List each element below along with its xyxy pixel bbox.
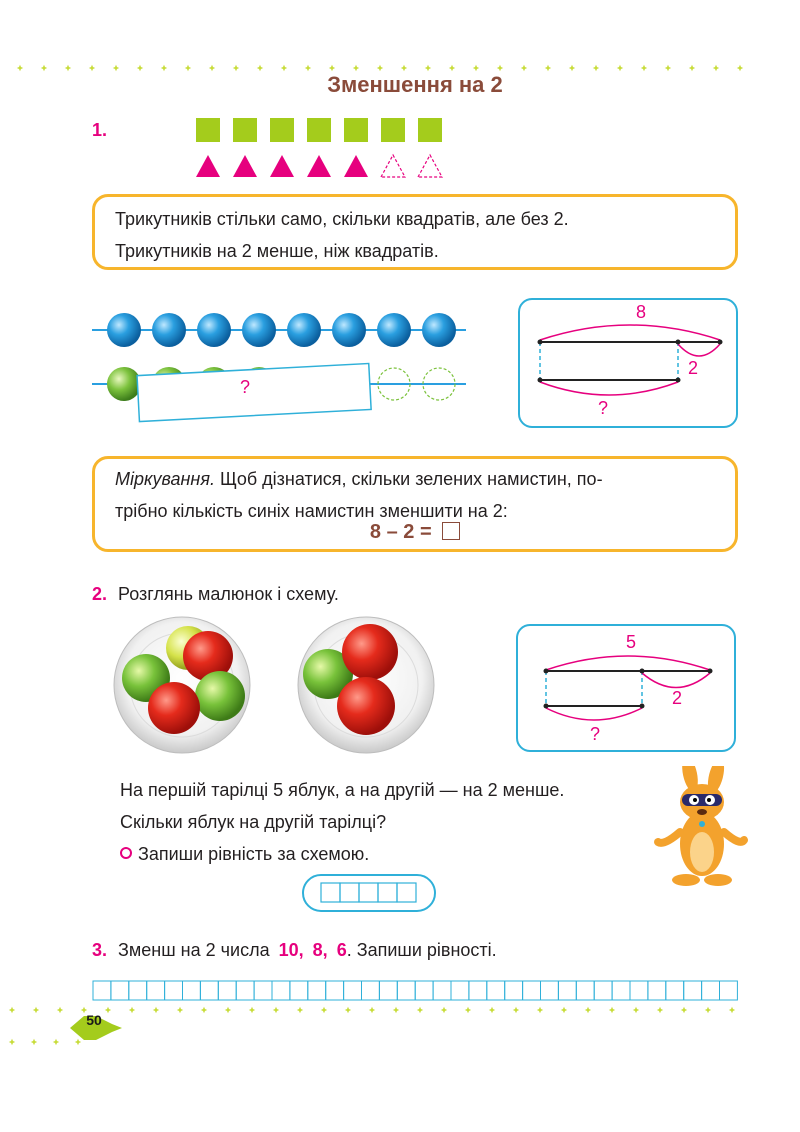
- dot-star: [657, 1007, 663, 1013]
- equation-text: 8 – 2 =: [369, 521, 432, 543]
- dot-star: [9, 1039, 15, 1045]
- dot-star: [353, 65, 359, 71]
- scheme-2-top-label: 5: [626, 632, 637, 652]
- dashed-triangle: [418, 155, 442, 177]
- grid-cell: [594, 981, 612, 1000]
- dot-star: [561, 1007, 567, 1013]
- grid-cell: [576, 981, 594, 1000]
- grid-cell: [129, 981, 147, 1000]
- green-square: [307, 118, 331, 142]
- dot-star: [273, 1007, 279, 1013]
- blue-bead: [377, 313, 411, 347]
- answer-cell: [340, 883, 359, 902]
- dot-star: [681, 1007, 687, 1013]
- reasoning-label: Міркування.: [115, 469, 215, 489]
- dot-star: [425, 65, 431, 71]
- dot-star: [257, 65, 263, 71]
- dot-star: [449, 65, 455, 71]
- green-square: [381, 118, 405, 142]
- pink-triangle: [344, 155, 368, 177]
- statement-line-1: Трикутників стільки само, скільки квадратів, але без 2.: [115, 209, 569, 229]
- statement-line-2: Трикутників на 2 менше, ніж квадратів.: [115, 241, 439, 261]
- dot-star: [369, 1007, 375, 1013]
- task-1-statement-box: [92, 194, 738, 270]
- grid-cell: [415, 981, 433, 1000]
- grid-cell: [469, 981, 487, 1000]
- task-2-bullet-text: Запиши рівність за схемою.: [138, 844, 370, 864]
- grid-cell: [308, 981, 326, 1000]
- dot-star: [41, 65, 47, 71]
- answer-cell: [359, 883, 378, 902]
- bottom-dotted-border: [0, 1002, 800, 1052]
- page-title: Зменшення на 2: [327, 72, 503, 97]
- answer-box[interactable]: [442, 522, 460, 540]
- task-2-heading: Розглянь малюнок і схему.: [118, 584, 339, 604]
- dot-star: [513, 1007, 519, 1013]
- grid-cell: [165, 981, 183, 1000]
- dot-star: [209, 65, 215, 71]
- dot-star: [225, 1007, 231, 1013]
- scheme-2-right-label: 2: [672, 688, 683, 708]
- kangaroo-mascot-icon: [650, 766, 750, 890]
- reasoning-text: Щоб дізнатися, скільки зелених намистин, по-: [219, 469, 603, 489]
- grid-cell: [541, 981, 559, 1000]
- grid-cell: [523, 981, 541, 1000]
- grid-cell: [648, 981, 666, 1000]
- bullet-icon: [120, 847, 132, 859]
- dot-star: [609, 1007, 615, 1013]
- grid-cell: [397, 981, 415, 1000]
- dot-star: [53, 1039, 59, 1045]
- answer-cell: [378, 883, 397, 902]
- task-3-number: 3.: [92, 940, 108, 960]
- dot-star: [689, 65, 695, 71]
- dot-star: [617, 65, 623, 71]
- task-3-text-before: Зменш на 2 числа: [118, 940, 270, 960]
- grid-cell: [236, 981, 254, 1000]
- dot-star: [545, 65, 551, 71]
- task-3-text-after: . Запиши рівності.: [346, 940, 497, 960]
- dot-star: [177, 1007, 183, 1013]
- blue-bead: [332, 313, 366, 347]
- dot-star: [161, 65, 167, 71]
- grid-cell: [272, 981, 290, 1000]
- pink-triangle: [307, 155, 331, 177]
- task-3-number-2: 8,: [312, 940, 328, 960]
- dot-star: [153, 1007, 159, 1013]
- dot-star: [17, 65, 23, 71]
- beads-question-mark: ?: [240, 377, 251, 397]
- task-2-text-line-1: На першій тарілці 5 яблук, а на другій — на 2 менше.: [120, 780, 565, 800]
- green-square: [344, 118, 368, 142]
- dot-star: [185, 65, 191, 71]
- dot-star: [305, 65, 311, 71]
- scheme-1-bottom-label: ?: [598, 398, 609, 418]
- dot-star: [249, 1007, 255, 1013]
- squares-and-triangles: [190, 115, 450, 185]
- dot-star: [377, 65, 383, 71]
- blue-bead: [197, 313, 231, 347]
- grid-cell: [344, 981, 362, 1000]
- scheme-2-bottom-label: ?: [590, 724, 601, 744]
- dot-star: [665, 65, 671, 71]
- dot-star: [393, 1007, 399, 1013]
- dot-star: [537, 1007, 543, 1013]
- dot-star: [473, 65, 479, 71]
- dot-star: [737, 65, 743, 71]
- pink-triangle: [233, 155, 257, 177]
- dot-star: [569, 65, 575, 71]
- grid-cell: [254, 981, 272, 1000]
- blue-bead: [287, 313, 321, 347]
- task-3-number-3: 6: [336, 940, 347, 960]
- dot-star: [521, 65, 527, 71]
- plates-with-apples: [110, 610, 450, 760]
- grid-cell: [558, 981, 576, 1000]
- task-2-answer-cells[interactable]: [320, 882, 418, 904]
- dot-star: [321, 1007, 327, 1013]
- pink-triangle: [270, 155, 294, 177]
- dot-star: [297, 1007, 303, 1013]
- grid-cell: [630, 981, 648, 1000]
- blue-bead: [107, 313, 141, 347]
- reasoning-box: [92, 456, 738, 552]
- grid-cell: [200, 981, 218, 1000]
- page-number: 50: [86, 1012, 102, 1028]
- answer-cell: [321, 883, 340, 902]
- dot-star: [497, 65, 503, 71]
- dot-star: [633, 1007, 639, 1013]
- grid-cell: [183, 981, 201, 1000]
- dot-star: [641, 65, 647, 71]
- dot-star: [57, 1007, 63, 1013]
- grid-cell: [147, 981, 165, 1000]
- grid-cell: [720, 981, 738, 1000]
- grid-cell: [218, 981, 236, 1000]
- green-square: [233, 118, 257, 142]
- green-square: [196, 118, 220, 142]
- dot-star: [33, 1007, 39, 1013]
- grid-cell: [666, 981, 684, 1000]
- grid-cell: [505, 981, 523, 1000]
- grid-cell: [433, 981, 451, 1000]
- dot-star: [31, 1039, 37, 1045]
- green-square: [270, 118, 294, 142]
- grid-cell: [290, 981, 308, 1000]
- dot-star: [713, 65, 719, 71]
- grid-cell: [684, 981, 702, 1000]
- task-2-number: 2.: [92, 584, 108, 604]
- grid-cell: [362, 981, 380, 1000]
- dot-star: [233, 65, 239, 71]
- dashed-triangle: [381, 155, 405, 177]
- dot-star: [201, 1007, 207, 1013]
- dot-star: [401, 65, 407, 71]
- grid-cell: [326, 981, 344, 1000]
- dot-star: [9, 1007, 15, 1013]
- dot-star: [75, 1039, 81, 1045]
- answer-cell: [397, 883, 416, 902]
- dot-star: [137, 65, 143, 71]
- grid-cell: [111, 981, 129, 1000]
- pink-triangle: [196, 155, 220, 177]
- dot-star: [417, 1007, 423, 1013]
- green-bead: [107, 367, 141, 401]
- dot-star: [89, 65, 95, 71]
- dot-star: [129, 1007, 135, 1013]
- task-3-number-1: 10,: [278, 940, 304, 960]
- dot-star: [465, 1007, 471, 1013]
- blue-bead: [422, 313, 456, 347]
- grid-cell: [379, 981, 397, 1000]
- grid-cell: [487, 981, 505, 1000]
- dot-star: [593, 65, 599, 71]
- dot-star: [65, 65, 71, 71]
- task-2-text-line-2: Скільки яблук на другій тарілці?: [120, 812, 387, 832]
- scheme-1-right-label: 2: [688, 358, 699, 378]
- blue-bead: [152, 313, 186, 347]
- grid-cell: [612, 981, 630, 1000]
- green-square: [418, 118, 442, 142]
- dot-star: [489, 1007, 495, 1013]
- grid-cell: [451, 981, 469, 1000]
- task-3-answer-grid[interactable]: [92, 980, 740, 1002]
- dot-star: [585, 1007, 591, 1013]
- dot-star: [281, 65, 287, 71]
- beads-illustration: [88, 300, 478, 430]
- task-1-scheme: [518, 298, 738, 428]
- dot-star: [441, 1007, 447, 1013]
- dot-star: [113, 65, 119, 71]
- grid-cell: [93, 981, 111, 1000]
- dot-star: [705, 1007, 711, 1013]
- task-1-number: 1.: [92, 120, 108, 140]
- dot-star: [729, 1007, 735, 1013]
- reasoning-line-2: трібно кількість синіх намистин зменшити на 2:: [115, 501, 508, 521]
- grid-cell: [702, 981, 720, 1000]
- scheme-1-top-label: 8: [636, 302, 647, 322]
- blue-bead: [242, 313, 276, 347]
- dot-star: [329, 65, 335, 71]
- dot-star: [345, 1007, 351, 1013]
